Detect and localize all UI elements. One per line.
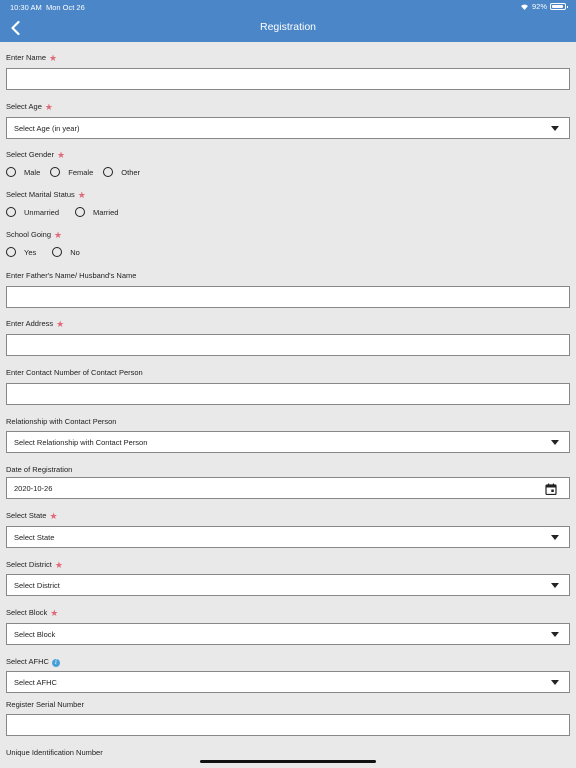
star-icon: ★: [56, 319, 65, 329]
marital-radio-group: [6, 207, 128, 217]
address-input[interactable]: [6, 334, 570, 356]
radio-circle: [103, 167, 113, 177]
radio-circle: [75, 207, 85, 217]
district-label-text: Select District: [6, 560, 52, 569]
star-icon: ★: [77, 190, 86, 200]
star-icon: ★: [49, 53, 58, 63]
uid-label: [6, 748, 103, 757]
marital-unmarried-radio[interactable]: [6, 207, 59, 217]
relationship-select-value: Select Relationship with Contact Person: [14, 438, 148, 447]
gender-other-radio[interactable]: [103, 167, 140, 177]
state-label: [6, 511, 58, 522]
contact-number-label: [6, 368, 143, 377]
star-icon: ★: [56, 150, 66, 160]
age-select-value: Select Age (in year): [14, 124, 80, 133]
nav-bar: [0, 14, 576, 42]
father-name-input[interactable]: [6, 286, 570, 308]
state-select-value: Select State: [14, 533, 55, 542]
uid-label-text: Unique Identification Number: [6, 748, 103, 757]
state-label-text: Select State: [6, 511, 47, 520]
address-label-text: Enter Address: [6, 319, 54, 328]
star-icon: ★: [44, 102, 53, 112]
afhc-label-text: Select AFHC: [6, 657, 49, 666]
afhc-select-value: Select AFHC: [14, 678, 57, 687]
marital-label: [6, 190, 86, 201]
radio-circle: [52, 247, 62, 257]
marital-unmarried-label: Unmarried: [24, 207, 60, 217]
relationship-label-text: Relationship with Contact Person: [6, 417, 117, 426]
reg-date-label: [6, 465, 72, 474]
status-bar: [0, 0, 576, 14]
battery-percent: 92%: [531, 2, 547, 11]
star-icon: ★: [54, 230, 63, 240]
radio-circle: [6, 207, 16, 217]
status-date: Mon Oct 26: [46, 3, 85, 12]
father-label: [6, 271, 136, 280]
star-icon: ★: [54, 560, 63, 570]
district-label: [6, 560, 63, 571]
caret-down-icon: [551, 583, 559, 588]
home-indicator: [200, 760, 376, 763]
contact-number-input[interactable]: [6, 383, 570, 405]
marital-label-text: Select Marital Status: [6, 190, 75, 199]
calendar-icon[interactable]: [545, 483, 557, 495]
gender-male-label: Male: [24, 167, 41, 177]
age-label: [6, 102, 53, 113]
name-label-text: Enter Name: [6, 53, 47, 62]
name-input[interactable]: [6, 68, 570, 90]
status-time: 10:30 AM: [10, 3, 42, 12]
afhc-select[interactable]: [6, 671, 570, 693]
father-label-text: Enter Father's Name/ Husband's Name: [6, 271, 137, 280]
caret-down-icon: [551, 535, 559, 540]
school-no-radio[interactable]: [52, 247, 80, 257]
school-label: [6, 230, 62, 241]
marital-married-radio[interactable]: [75, 207, 118, 217]
block-label-text: Select Block: [6, 608, 48, 617]
serial-label-text: Register Serial Number: [6, 700, 84, 709]
caret-down-icon: [551, 440, 559, 445]
battery-icon: [550, 3, 566, 10]
gender-other-label: Other: [121, 167, 141, 177]
gender-male-radio[interactable]: [6, 167, 40, 177]
radio-circle: [6, 247, 16, 257]
school-yes-radio[interactable]: [6, 247, 36, 257]
relationship-select[interactable]: [6, 431, 570, 453]
age-label-text: Select Age: [6, 102, 42, 111]
caret-down-icon: [551, 632, 559, 637]
info-icon[interactable]: i: [52, 659, 60, 667]
gender-label-text: Select Gender: [6, 150, 54, 159]
caret-down-icon: [551, 126, 559, 131]
block-select[interactable]: [6, 623, 570, 645]
district-select[interactable]: [6, 574, 570, 596]
name-label: [6, 53, 57, 64]
relationship-label: [6, 417, 116, 426]
contact-number-label-text: Enter Contact Number of Contact Person: [6, 368, 143, 377]
radio-circle: [6, 167, 16, 177]
star-icon: ★: [49, 511, 58, 521]
status-right: [520, 2, 566, 11]
star-icon: ★: [50, 608, 59, 618]
page-title: Registration: [259, 21, 317, 33]
district-select-value: Select District: [14, 581, 60, 590]
address-label: [6, 319, 64, 330]
state-select[interactable]: [6, 526, 570, 548]
gender-radio-group: [6, 167, 150, 177]
afhc-label: [6, 657, 60, 667]
radio-circle: [50, 167, 60, 177]
gender-female-radio[interactable]: [50, 167, 93, 177]
block-select-value: Select Block: [14, 630, 56, 639]
school-label-text: School Going: [6, 230, 52, 239]
school-radio-group: [6, 247, 90, 257]
reg-date-label-text: Date of Registration: [6, 465, 73, 474]
serial-input[interactable]: [6, 714, 570, 736]
reg-date-input[interactable]: [6, 477, 570, 499]
block-label: [6, 608, 58, 619]
wifi-icon: [520, 3, 529, 10]
age-select[interactable]: [6, 117, 570, 139]
school-no-label: No: [70, 247, 80, 257]
school-yes-label: Yes: [24, 247, 37, 257]
serial-label: [6, 700, 84, 709]
gender-label: [6, 150, 65, 161]
gender-female-label: Female: [68, 167, 94, 177]
caret-down-icon: [551, 680, 559, 685]
reg-date-value: 2020-10-26: [14, 484, 53, 493]
marital-married-label: Married: [93, 207, 119, 217]
